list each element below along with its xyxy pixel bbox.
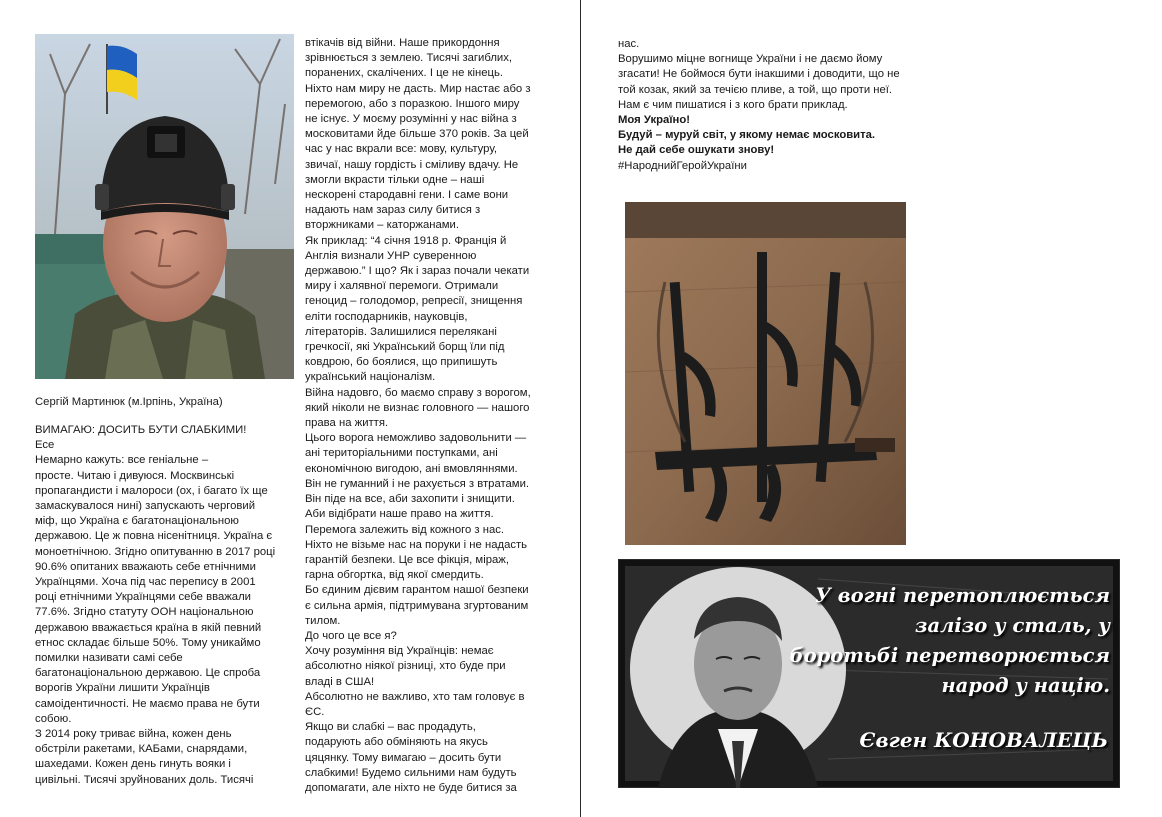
soldier-photo (35, 34, 294, 379)
bold-line-3: Не дай себе ошукати знову! (618, 144, 775, 157)
photo-caption: Сергій Мартинюк (м.Ірпінь, Україна) (35, 396, 223, 408)
bold-line-1: Моя Україно! (618, 114, 690, 127)
quote-banner (618, 559, 1120, 788)
rifles-photo (625, 202, 906, 545)
banner-author: Євген КОНОВАЛЕЦЬ (859, 728, 1108, 752)
bold-line-2: Будуй – муруй світ, у якому немає московита. (618, 129, 876, 142)
hashtag: #НароднийГеройУкраїни (618, 159, 747, 172)
essay-column-2: втікачів від війни. Наше прикордоння зрівнюється з землею. Тисячі загиблих, поранених, скалічених. І це не кінець. Ніхто нам миру не дасть. Мир настає або з перемогою, або з поразкою. Іншого миру не існує. У моєму розумінні у нас війна з московитами йде більше 370 років. За цей час у нас вкрали все: мову, культуру, звичаї, нашу гордість і сміливу вдачу. Не змогли вкрасти тільки одне – наші нескорені стародавні гени. І саме вони надають нам зараз силу битися з вторжниками – каторжанами. Як приклад: “4 січня 1918 р. Франція й Англія визнали УНР суверенною державою.” І що? Як і зараз почали чекати миру і халявної перемоги. Отримали геноцид – голодомор, репресії, знищення еліти господарників, науковців, літераторів. Залишилися перелякані гречкосії, які Український борщ їли під ковдрою, бо боялися, що припишуть український націоналізм. Війна надовго, бо маємо справу з ворогом, який ніколи не визнає головного — нашого права на життя. Цього ворога неможливо задовольнити — ані територіальними поступками, ані економічною вигодою, ані вмовляннями. Він не гуманний і не рахується з втратами. Він піде на все, аби захопити і знищити. Аби відібрати наше право на життя. Перемога залежить від кожного з нас. Ніхто не візьме нас на поруки і не надасть гарантій безпеки. Це все фікція, міраж, гарна обгортка, від якої смердить. Бо єдиним дієвим гарантом нашої безпеки є сильна армія, підтримувана згуртованим тилом. До чого це все я? Хочу розуміння від Українців: немає абсолютно ніякої різниці, хто буде при владі в США! Абсолютно не важливо, хто там головує в ЄС. Якщо ви слабкі – вас продадуть, подарують або обміняють на якусь цяцянку. Тому вимагаю – досить бути слабкими! Будемо сильними нам будуть допомагати, але ніхто не буде битися за (305, 37, 531, 794)
essay-column-3 (618, 37, 918, 174)
essay-column-1 (35, 423, 297, 788)
page-divider (580, 0, 581, 817)
column1-text: Есе Немарно кажуть: все геніальне – просте. Читаю і дивуюся. Москвинські пропагандисти і малороси (ох, і багато їх ще замаскувалося нині) запускають черговий міф, що Україна є багатонаціональною державою. Це ж повна нісенітниця. Україна є моноетнічною. Згідно опитуванню в 2017 році 90.6% опитаних вважають себе етнічними Українцями. Хоча під час перепису в 2001 році етнічними Українцями себе вважали 77.6%. Згідно статуту ООН національною державою вважається країна в якій певний етнос складає більше 50%. Тому уникаймо помилки називати самі себе багатонаціональною державою. Це спроба ворогів України лишити Українців самоідентичності. Не маємо права не бути собою. З 2014 року триває війна, кожен день обстріли ракетами, КАБами, снарядами, шахедами. Кожен день гинуть вояки і цивільні. Тисячі зруйнованих доль. Тисячі (35, 439, 276, 786)
banner-quote: У вогні перетоплюється залізо у сталь, у боротьбі перетворюється народ у націю. (789, 584, 1110, 697)
headline: ВИМАГАЮ: ДОСИТЬ БУТИ СЛАБКИМИ! (35, 424, 247, 436)
column3-text: нас. Ворушимо міцне вогнище України і не даємо йому згасати! Не боймося бути інакшими і доводити, що не той козак, який за течією пливе, а той, що проти неї. Нам є чим пишатися і з кого брати приклад. (618, 38, 900, 111)
